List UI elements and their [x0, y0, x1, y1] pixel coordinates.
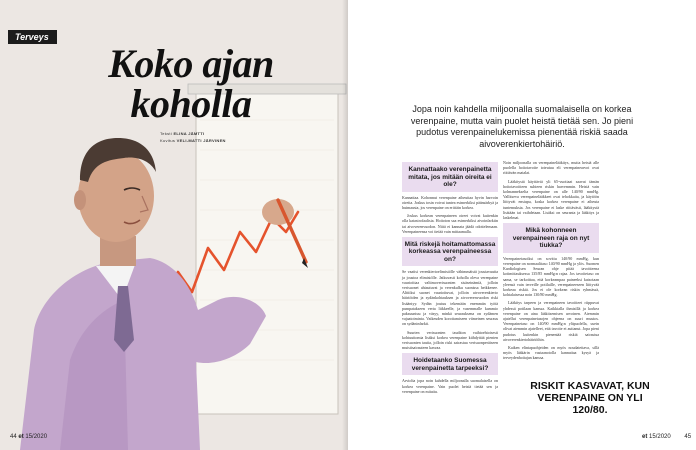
- credit-photo: [160, 137, 226, 144]
- right-page: [348, 0, 696, 450]
- question-heading: Mitä riskejä hoitamattomassa korkeassa verenpaineessa on?: [402, 237, 498, 267]
- page-number-left: 44: [10, 434, 17, 440]
- credit-photo-name: VELI-MATTI JÄRVINEN: [176, 138, 226, 143]
- credit-text-label: Teksti: [160, 131, 173, 136]
- pull-quote: RISKIT KASVAVAT, KUN VERENPAINE ON YLI 120/80.: [530, 380, 650, 416]
- question-heading: Kannattaako verenpainetta mitata, jos mitään oireita ei ole?: [402, 162, 498, 192]
- body-paragraph: Arviolta jopa noin kahdella miljoonalla suomalaisella on korkea verenpaine. Vain puolet heistä tietää sen ja verenpaine on mitattu.: [402, 378, 498, 394]
- issue-left: 15/2020: [25, 434, 48, 440]
- body-paragraph: Noin miljoonalla on verenpainelääkitys, mutta heistä alle puolella hoitotavoite toteutuu eli verenpainearvot ovat riittävän matalat.: [503, 160, 599, 176]
- magazine-name-right: et: [642, 434, 648, 440]
- credit-text-name: ELINA JÄMTTI: [173, 131, 205, 136]
- page-number-right: 45: [684, 434, 692, 440]
- body-paragraph: Joskus korkean verenpaineen oireet voivat kuitenkin olla katastrofaalisia. Hoitoton saa esimerkiksi aivoinfarktin tai aivoverenvuodon. Niitä ei kannata jäädä odottelemaan. Verenpaineensa voi tietää vain mittaamalla.: [402, 213, 498, 234]
- question-heading: Mikä kohonneen verenpaineen raja on nyt tiukka?: [503, 223, 599, 253]
- body-paragraph: Lääkitys tarpeen ja verenpaineen tavoitteet riippuvat yhdessä potilaan kanssa. Kaikkialla ihmisillä ja korkea verenpaine on aina lääkitsemisen arvoinen. Aiemmin ajatellut verenpainetasojen ohjeena on suuri muutos. Verenpainetaso on 140/90 mmHg:n yläpuolella, usein olivat aiemmin ajatelleet, että tavoite ei auttanut. Jopa pieni pudotus kuitenkin pienentää riskiä sairastua aivoverenkiertohäiriöihin.: [503, 300, 599, 342]
- page-footer-left: [10, 434, 47, 440]
- page-title: [86, 41, 296, 126]
- headline-line-2: koholla: [130, 81, 252, 126]
- credit-photo-label: Kuvitus: [160, 138, 176, 143]
- magazine-name-left: et: [18, 434, 24, 440]
- question-heading: Hoidetaanko Suomessa verenpainetta tarpeeksi?: [402, 353, 498, 375]
- lede-paragraph: Jopa noin kahdella miljoonalla suomalaisella on korkea verenpaine, mutta vain puolet heistä tietää sen. Jo pieni pudotus verenpainelukemissa pienentää riskiä saada aivoverenkiertohäiriö.: [410, 104, 634, 149]
- section-tag: Terveys: [8, 30, 57, 44]
- body-paragraph: Verenpainetasoiksi on sovittu 140/90 mmHg, kun verenpaine on normaalitaso 140/90 mmHg ja ylös. Suomen Kardiologisen Seuran ohje pitää tavoitteena kotimittauksessa 135/85 mmHg:n rajaa. Jos tavoitetaso on sama, se tarkoittaa, että korkeampaa paineeksi katsotaan yleensä vain terveille potilaille, verenpaineeseen liittyvää korkeaa riskiä. Jos ei ole korkean riskin ryhmässä, kohtalaisessa noin 130/80 mmHg.: [503, 255, 599, 298]
- page-footer-right: [642, 434, 691, 440]
- credits: [160, 130, 226, 144]
- body-paragraph: Suurten verisuonten tauditon vaihtoehtoisesti kohtuuttomia lisäksi korkea verenpaine kiihdyttää pienten verisuonten tautia, jolloin riski sairastua verisuonperäiseen muistisairauteen kasvaa.: [402, 329, 498, 351]
- body-paragraph: Kaiken elintapaohjeiden on myös noudatettava, sillä myös lääkärin vastaanotolla kannattaa kysyä ja terveydenhoitajan kanssa.: [503, 344, 599, 361]
- credit-text: [160, 130, 226, 137]
- issue-right: 15/2020: [649, 434, 671, 440]
- body-paragraph: Lääkitystä käyttäviä yli 65-vuotiaat saavat tämän hoitotavoitteen suhteen riskin harvemmin. Heistä vain kolmannekselta verenpaine on alle 140/90 mmHg. Vallitseva verenpainelääkkeet ovat tehokkaita, ja käytöön liittyvät ensiapu, koska korkea verenpaine ei aiheuta tuntemuksia. Jos verenpaine ei laske riittävästi, lääkitystä lisätään tai vaihdetaan. Lisäksi on seuranta ja lääkitys ja laskelmat.: [503, 178, 599, 221]
- headline-line-1: Koko ajan: [108, 41, 274, 86]
- body-paragraph: Kannattaa. Kohonnut verenpaine aiheuttaa hyvin harvoin oireita. Joskus tosin voivat tuntea esimerkiksi päänsärkyä ja huimausta, jos verenpaine on erittäin korkea.: [402, 194, 498, 210]
- text-column-2: [503, 160, 599, 364]
- body-paragraph: Se vaatisi verenkiertoelimistölle vähimmäistä joustavuutta ja joustoa elimistölle. Jatkuvasti koholla oleva verenpaine vaurioittaa valtimoverisuonten sisäseinämiä, jolloin verisuonet ahtautuvat ja verenkulku suonissa heikkenee. Alttiiksi suonet vaurioituvat, jolloin aivoverenkierto häiriöiden ja sydänkohtauksen ja aivoverenvuodon riski lisääntyy. Sydän joutuu tekemään enemmän työtä pumpatakseen verta liikkeelle, ja vasemmalle kammio paksuuntuu ja väsyy, minkä seurauksena on sydämen vajaatoiminta. Vaikeuden korottamiseen viimeinen seuraus on sydäninfarkti.: [402, 269, 498, 327]
- man-ear: [74, 190, 86, 210]
- text-column-1: [402, 160, 498, 397]
